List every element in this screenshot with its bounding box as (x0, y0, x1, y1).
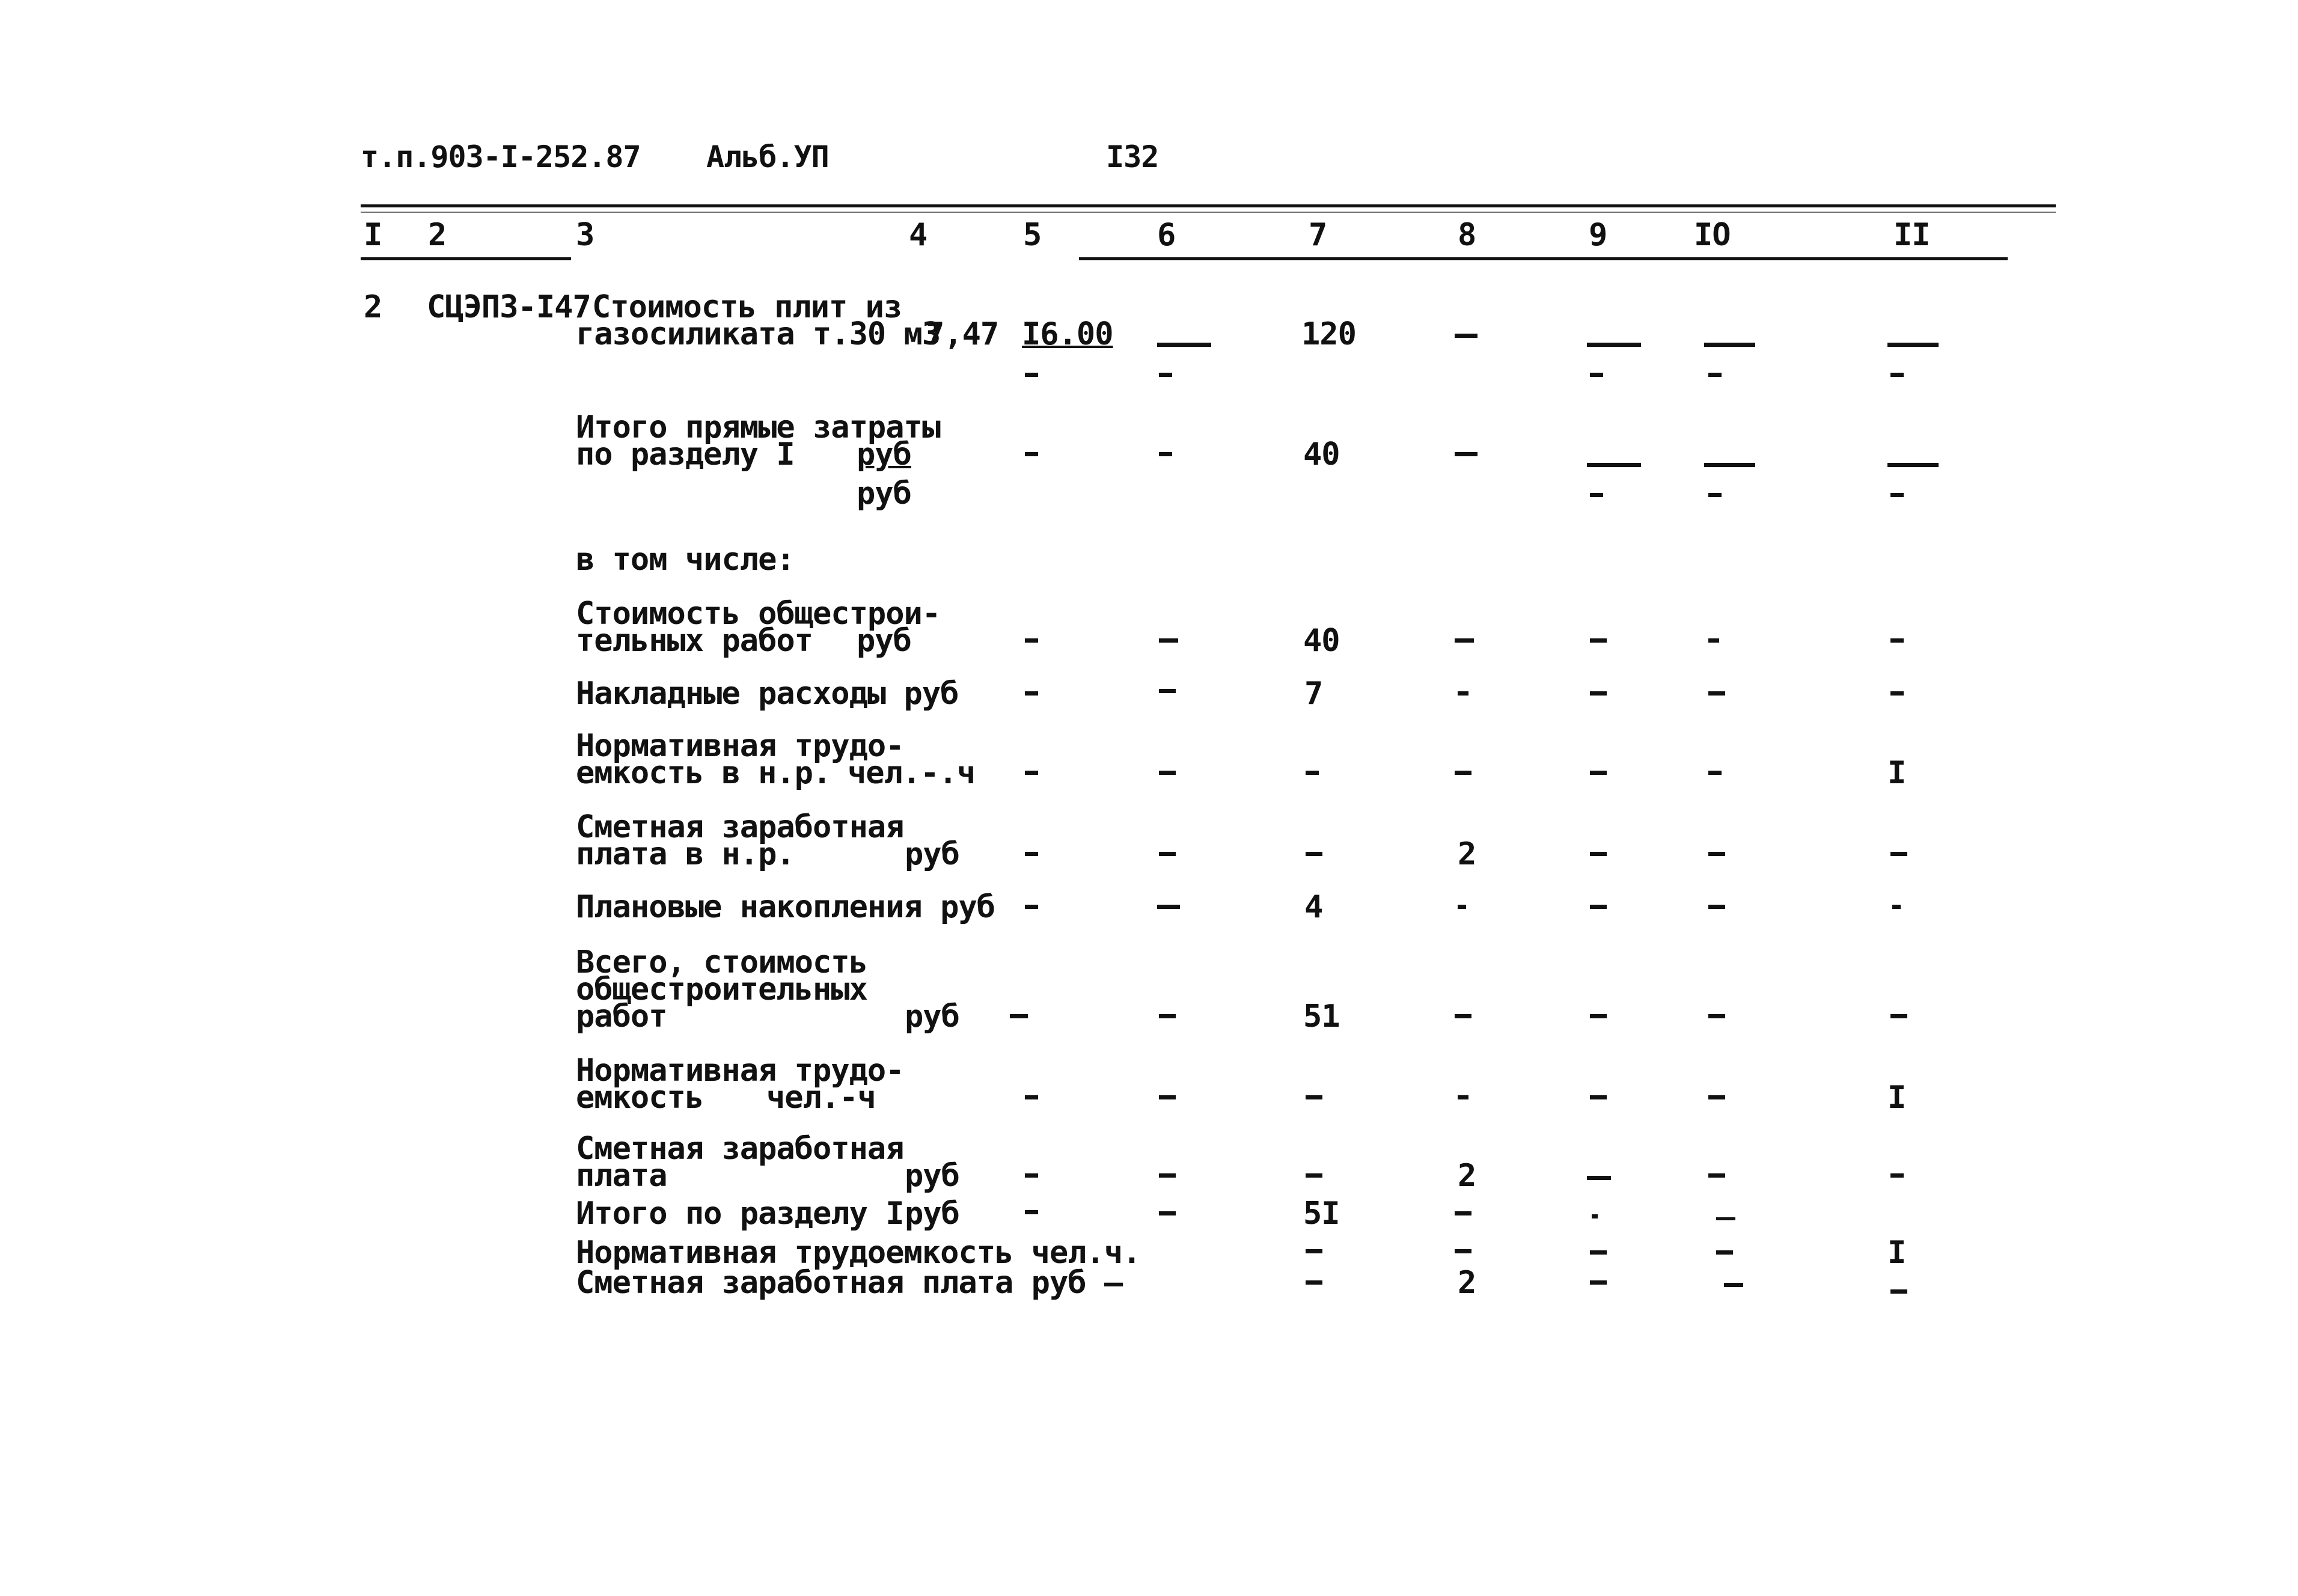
dash-mark (1159, 1211, 1176, 1215)
general-works-unit: руб (857, 623, 911, 659)
dash-mark (1458, 1095, 1468, 1099)
dash-mark (1025, 1095, 1038, 1099)
dash-mark (1890, 493, 1904, 497)
album-label: Альб.УП (706, 139, 829, 174)
total-wage-label: Сметная заработная плата руб – (576, 1265, 1123, 1301)
dash-mark (1708, 1014, 1725, 1018)
dash-mark (1708, 905, 1725, 909)
dash-mark (1724, 1283, 1743, 1287)
dash-mark (1455, 771, 1471, 775)
planned-savings-label: Плановые накопления руб (576, 889, 995, 925)
planned-savings-col7: 4 (1304, 889, 1323, 925)
dash-mark (1025, 905, 1038, 909)
top-rule-thin (361, 212, 2056, 213)
dash-mark (1159, 373, 1172, 377)
dash-mark (1590, 852, 1607, 856)
column-header-3: 3 (576, 217, 594, 253)
dash-mark (1890, 852, 1907, 856)
dash-mark (1159, 638, 1178, 643)
dash-mark (1892, 905, 1901, 909)
wage-np-line1: Сметная заработная (576, 809, 904, 845)
dash-mark (1306, 1249, 1322, 1253)
dash-mark (1708, 771, 1722, 775)
section-total-label: Итого по разделу I (576, 1196, 904, 1232)
total-works-col7: 51 (1303, 998, 1340, 1035)
dash-mark (1458, 905, 1466, 909)
total-norm-labor-col11: I (1887, 1235, 1906, 1271)
dash-mark (1890, 1289, 1907, 1294)
dash-mark (1890, 373, 1904, 377)
total-works-line1: Всего, стоимость (576, 944, 867, 980)
norm-labor-col11: I (1887, 1080, 1906, 1116)
wage-np-unit: руб (905, 836, 959, 872)
column-header-9: 9 (1589, 217, 1607, 253)
total-works-line3: работ (576, 998, 667, 1035)
overhead-col7: 7 (1304, 676, 1323, 712)
dash-mark (1890, 691, 1904, 696)
dash-mark (1306, 1095, 1322, 1099)
dash-mark (1704, 463, 1755, 467)
dash-mark (1458, 691, 1468, 696)
dash-mark (1890, 638, 1904, 643)
including-label: в том числе: (576, 542, 795, 578)
column-header-11: II (1893, 217, 1930, 253)
column-header-6: 6 (1157, 217, 1176, 253)
column-header-1: I (364, 217, 382, 253)
dash-mark (1708, 852, 1725, 856)
column-header-2: 2 (428, 217, 447, 253)
item-cost: 120 (1301, 316, 1356, 352)
dash-mark (1716, 1217, 1735, 1220)
total-works-line2: общестроительных (576, 971, 867, 1007)
dash-mark (1592, 1214, 1598, 1218)
overhead-label: Накладные расходы руб (576, 676, 959, 712)
general-works-line2: тельных работ (576, 623, 813, 659)
dash-mark (1890, 1173, 1904, 1178)
dash-mark (1025, 1173, 1038, 1178)
norm-labor-np-line2: емкость в н.р. (576, 755, 831, 791)
dash-mark (1590, 1014, 1607, 1018)
norm-labor-np-unit: чел.-.ч (848, 755, 976, 791)
item-quantity: 7,47 (926, 316, 999, 352)
dash-mark (1306, 771, 1319, 775)
dash-mark (1159, 1014, 1176, 1018)
column-header-8: 8 (1458, 217, 1476, 253)
norm-labor-unit: чел.-ч (766, 1080, 876, 1116)
section-total-col7: 5I (1303, 1196, 1340, 1232)
norm-labor-line1: Нормативная трудо- (576, 1053, 904, 1089)
direct-costs-unit: руб (857, 436, 911, 472)
general-works-line1: Стоимость общестрои- (576, 596, 941, 632)
dash-mark (1306, 1280, 1322, 1285)
dash-mark (1159, 852, 1176, 856)
header-underline-left (361, 257, 571, 260)
wage-line1: Сметная заработная (576, 1131, 904, 1167)
dash-mark (1590, 691, 1607, 696)
dash-mark (1159, 771, 1176, 775)
dash-mark (1708, 373, 1722, 377)
column-header-4: 4 (909, 217, 927, 253)
dash-mark (1159, 1173, 1176, 1178)
dash-mark (1025, 638, 1038, 643)
dash-mark (1887, 343, 1939, 347)
dash-mark (1716, 1250, 1733, 1255)
top-rule (361, 204, 2056, 207)
dash-mark (1455, 452, 1478, 456)
dash-mark (1159, 1095, 1176, 1099)
dash-mark (1708, 691, 1725, 696)
item-number: 2 (364, 289, 382, 325)
direct-costs-line2: по разделу I (576, 436, 795, 472)
column-header-10: IO (1694, 217, 1731, 253)
dash-mark (1708, 638, 1719, 643)
direct-costs-line1: Итого прямые затраты (576, 409, 941, 445)
dash-mark (1590, 1095, 1607, 1099)
total-works-unit: руб (905, 998, 959, 1035)
dash-mark (1708, 493, 1722, 497)
header-underline-right (1079, 257, 2008, 260)
direct-costs-unit-2: руб (857, 475, 911, 512)
wage-np-line2: плата в н.р. (576, 836, 795, 872)
dash-mark (1157, 343, 1211, 347)
total-norm-labor-label: Нормативная трудоемкость чел.ч. (576, 1235, 1141, 1271)
dash-mark (1590, 1280, 1607, 1285)
dash-mark (1025, 852, 1038, 856)
dash-mark (1159, 452, 1172, 456)
dash-mark (1306, 852, 1322, 856)
dash-mark (1590, 373, 1603, 377)
dash-mark (1708, 1173, 1725, 1178)
dash-mark (1010, 1014, 1028, 1018)
dash-mark (1587, 1176, 1611, 1180)
dash-mark (1704, 343, 1755, 347)
item-code: СЦЭПЗ-I47 (427, 289, 591, 325)
section-total-unit: руб (905, 1196, 959, 1232)
document-code: т.п.903-I-252.87 (361, 139, 641, 174)
dash-mark (1455, 1014, 1471, 1018)
dash-mark (1159, 689, 1176, 693)
dash-mark (1887, 463, 1939, 467)
dash-mark (1306, 1173, 1322, 1178)
dash-mark (1590, 493, 1603, 497)
dash-mark (1890, 1014, 1907, 1018)
item-unit-price: I6.00 (1022, 316, 1113, 352)
item-name-line2: газосиликата т.30 м3 (576, 316, 941, 352)
wage-np-col8: 2 (1458, 836, 1476, 872)
dash-mark (1025, 1210, 1038, 1214)
dash-mark (1157, 905, 1180, 909)
dash-mark (1587, 343, 1641, 347)
general-works-col7: 40 (1303, 623, 1340, 659)
norm-labor-np-col11: I (1887, 755, 1906, 791)
dash-mark (1025, 771, 1038, 775)
wage-unit: руб (905, 1158, 959, 1194)
wage-col8: 2 (1458, 1158, 1476, 1194)
dash-mark (1455, 1249, 1471, 1253)
direct-costs-col7: 40 (1303, 436, 1340, 472)
dash-mark (1025, 452, 1038, 456)
wage-line2: плата (576, 1158, 667, 1194)
norm-labor-np-line1: Нормативная трудо- (576, 728, 904, 764)
dash-mark (1590, 771, 1607, 775)
dash-mark (1025, 691, 1038, 696)
dash-mark (1590, 638, 1607, 643)
column-header-5: 5 (1023, 217, 1042, 253)
dash-mark (1455, 638, 1474, 643)
total-wage-col8: 2 (1458, 1265, 1476, 1301)
dash-mark (1455, 334, 1478, 338)
norm-labor-line2: емкость (576, 1080, 704, 1116)
dash-mark (1025, 373, 1038, 377)
dash-mark (1708, 1095, 1725, 1099)
item-name-line1: Стоимость плит из (592, 289, 902, 325)
dash-mark (1590, 905, 1607, 909)
dash-mark (1455, 1211, 1471, 1215)
dash-mark (1587, 463, 1641, 467)
dash-mark (1590, 1250, 1607, 1255)
column-header-7: 7 (1309, 217, 1327, 253)
page-number: I32 (1106, 139, 1159, 174)
